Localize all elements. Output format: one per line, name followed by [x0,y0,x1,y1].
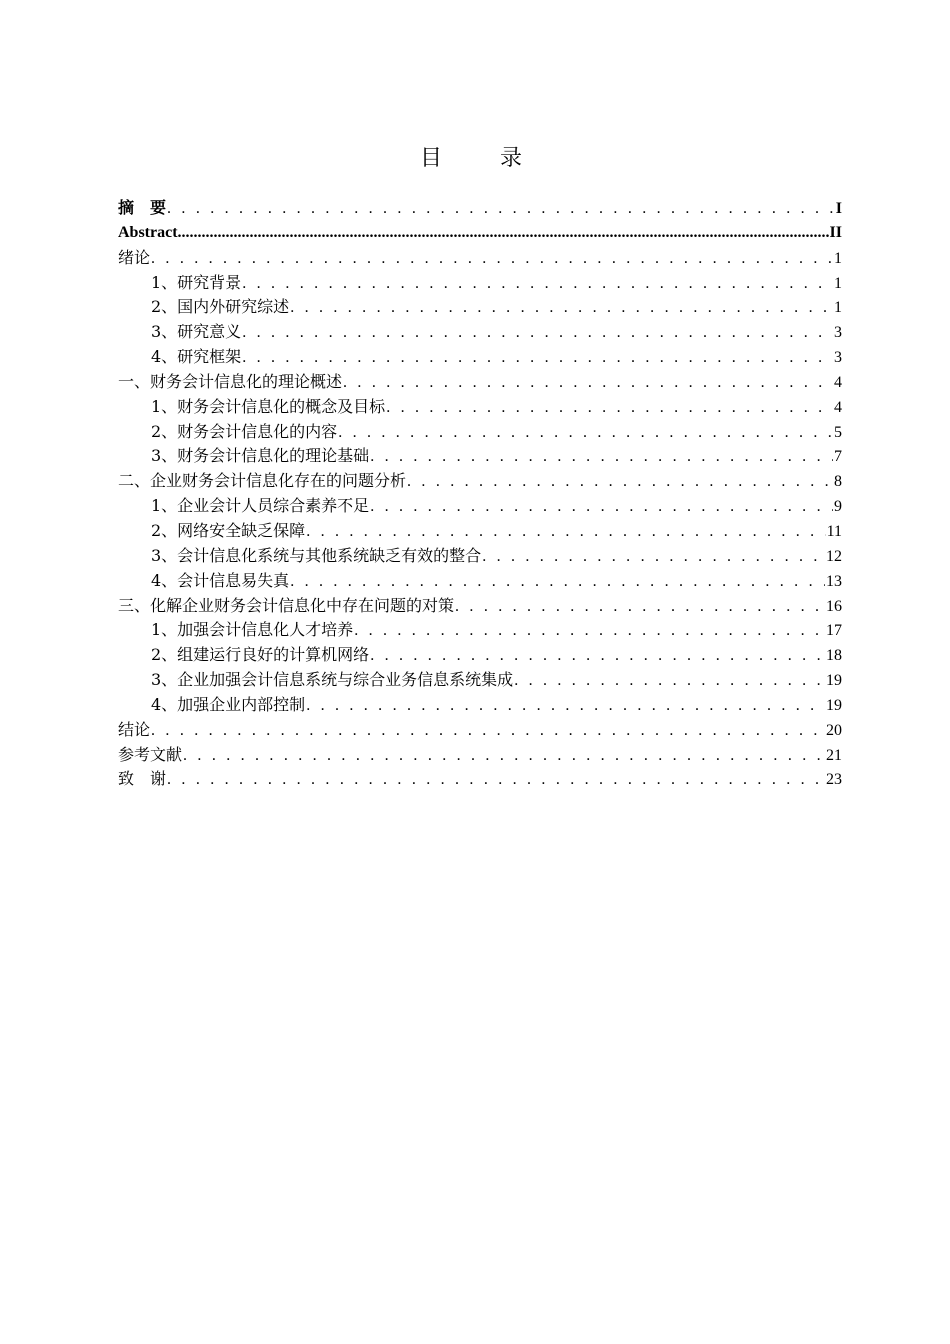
toc-entry-label: 3、财务会计信息化的理论基础 [151,446,370,466]
toc-dot-leader [290,296,833,321]
toc-entry[interactable] [118,320,842,345]
toc-entry-label: 1、研究背景 [151,272,242,292]
toc-entry-label: 2、组建运行良好的计算机网络 [151,645,370,665]
toc-entry-label: 4、研究框架 [151,347,242,367]
toc-dot-leader [178,221,830,246]
toc-entry[interactable] [118,743,842,768]
toc-page-number: 16 [826,597,842,615]
toc-entry[interactable] [118,643,842,668]
toc-dot-leader [386,396,833,421]
toc-page-number: 20 [826,721,842,739]
toc-entry[interactable] [118,668,842,693]
toc-page-number: 4 [834,398,842,416]
toc-dot-leader [343,371,833,396]
toc-page-number: 3 [834,349,842,367]
toc-dot-leader [151,247,833,272]
toc-dot-leader [370,495,833,520]
toc-entry-label: 参考文献 [118,744,183,764]
toc-page-number: 18 [826,647,842,665]
toc-entry[interactable] [118,767,842,792]
toc-dot-leader [407,470,833,495]
toc-entry-label: 1、企业会计人员综合素养不足 [151,496,370,516]
toc-page-number: 23 [826,771,842,789]
toc-entry-label: 1、加强会计信息化人才培养 [151,620,354,640]
toc-entry-label: 结论 [118,719,151,739]
toc-title: 目 录 [419,146,540,171]
toc-page-number: 1 [834,274,842,292]
toc-page-number: 4 [834,373,842,391]
toc-entry-label: 致 谢 [118,769,167,789]
toc-entry[interactable] [118,395,842,420]
toc-dot-leader [338,421,833,446]
toc-entry[interactable] [118,444,842,469]
toc-entry[interactable] [118,569,842,594]
toc-page-number: 7 [834,448,842,466]
toc-entry-label: 4、加强企业内部控制 [151,694,306,714]
toc-entry-label: 3、研究意义 [151,322,242,342]
toc-dot-leader [242,272,833,297]
toc-entry[interactable] [118,271,842,296]
toc-page-number: 11 [826,522,842,540]
toc-entry-label: 1、财务会计信息化的概念及目标 [151,396,386,416]
toc-page-number: 1 [834,249,842,267]
toc-entry[interactable] [118,420,842,445]
toc-entry[interactable] [118,246,842,271]
toc-dot-leader [151,719,825,744]
toc-entry[interactable] [118,196,842,221]
toc-entry-label: 2、网络安全缺乏保障 [151,520,306,540]
toc-entry[interactable] [118,519,842,544]
toc-page-number: I [835,200,842,217]
toc-entry-label: 三、化解企业财务会计信息化中存在问题的对策 [118,595,455,615]
toc-entry[interactable] [118,594,842,619]
toc-dot-leader [482,545,825,570]
toc-entry-label: Abstract [118,223,178,241]
toc-dot-leader [167,768,825,793]
toc-entry[interactable] [118,718,842,743]
toc-dot-leader [167,197,835,222]
toc-entry[interactable] [118,221,842,246]
toc-entry-label: 3、会计信息化系统与其他系统缺乏有效的整合 [151,545,482,565]
toc-entry-label: 2、国内外研究综述 [151,297,290,317]
toc-entry[interactable] [118,618,842,643]
toc-entry[interactable] [118,295,842,320]
toc-entry-label: 3、企业加强会计信息系统与综合业务信息系统集成 [151,670,514,690]
toc-dot-leader [290,570,825,595]
toc-dot-leader [242,321,833,346]
toc-page-number: 3 [834,324,842,342]
toc-dot-leader [370,445,833,470]
toc-page-number: 8 [834,473,842,491]
toc-dot-leader [306,694,825,719]
toc-dot-leader [306,520,825,545]
toc-entry-label: 2、财务会计信息化的内容 [151,421,338,441]
toc-entry[interactable] [118,469,842,494]
toc-page-number: 5 [834,423,842,441]
toc-entry[interactable] [118,544,842,569]
toc-page-number: 19 [826,696,842,714]
toc-dot-leader [183,744,825,769]
toc-entry-label: 4、会计信息易失真 [151,570,290,590]
toc-page-number: 9 [834,498,842,516]
toc-dot-leader [354,619,825,644]
toc-entry-label: 绪论 [118,247,151,267]
toc-entry-label: 摘 要 [118,198,167,217]
toc-page-number: 12 [826,547,842,565]
toc-dot-leader [370,644,825,669]
toc-page-number: 17 [826,622,842,640]
toc-entry[interactable] [118,693,842,718]
toc-dot-leader [455,595,825,620]
toc-page-number: 13 [826,572,842,590]
toc-page-number: 1 [834,299,842,317]
toc-entry-label: 一、财务会计信息化的理论概述 [118,371,343,391]
table-of-contents [118,196,842,792]
toc-entry[interactable] [118,345,842,370]
toc-entry[interactable] [118,370,842,395]
toc-entry-label: 二、企业财务会计信息化存在的问题分析 [118,471,407,491]
toc-dot-leader [242,346,833,371]
toc-page-number: II [829,223,842,241]
toc-entry[interactable] [118,494,842,519]
toc-page-number: 21 [826,746,842,764]
toc-dot-leader [514,669,825,694]
toc-page-number: 19 [826,672,842,690]
